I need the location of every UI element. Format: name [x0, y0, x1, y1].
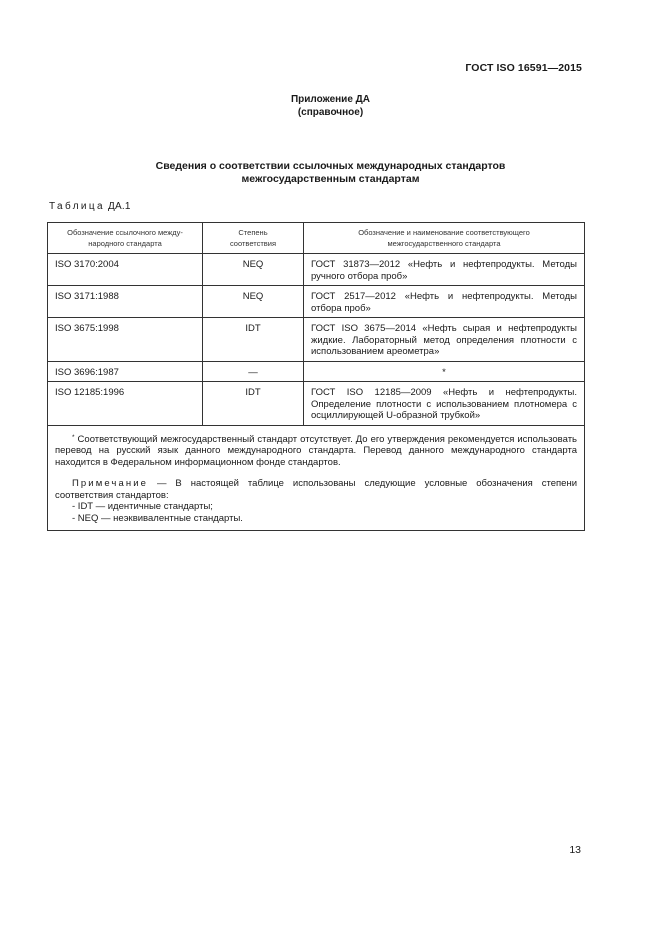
- cell-standard: ГОСТ 31873—2012 «Нефть и нефтепродукты. Методы ручного отбора проб»: [304, 254, 585, 286]
- cell-standard: ГОСТ 2517—2012 «Нефть и нефтепродукты. Методы отбора проб»: [304, 286, 585, 318]
- table-row: [48, 382, 585, 426]
- table-notes-row: [48, 425, 585, 531]
- table-row: [48, 254, 585, 286]
- table-footnote: [55, 432, 577, 469]
- cell-degree: —: [203, 361, 304, 382]
- cell-ref: ISO 3675:1998: [48, 318, 203, 362]
- table-note: [55, 478, 577, 501]
- table-row: [48, 318, 585, 362]
- footnote-mark: *: [72, 433, 75, 441]
- correspondence-table: [47, 222, 585, 531]
- cell-degree: IDT: [203, 382, 304, 426]
- note-list: [55, 501, 577, 524]
- cell-standard: ГОСТ ISO 12185—2009 «Нефть и нефтепродукты. Определение плотности с использованием плотномера с осциллирующей U-образной трубкой»: [304, 382, 585, 426]
- table-row: [48, 286, 585, 318]
- cell-degree: IDT: [203, 318, 304, 362]
- header-ref-standard: [48, 223, 203, 254]
- cell-standard: *: [304, 361, 585, 382]
- section-title-line-2: межгосударственным стандартам: [241, 173, 420, 185]
- note-text: — В настоящей таблице использованы следующие условные обозначения степени соответствия стандартов:: [55, 478, 577, 501]
- annex-subtitle: (справочное): [297, 107, 364, 118]
- list-item: - NEQ — неэквивалентные стандарты.: [72, 512, 243, 524]
- table-caption: [49, 201, 131, 212]
- document-code: ГОСТ ISO 16591—2015: [465, 62, 582, 74]
- cell-ref: ISO 3696:1987: [48, 361, 203, 382]
- note-label: Примечание: [72, 478, 148, 489]
- annex-title: Приложение ДА: [290, 94, 371, 105]
- header-interstate-standard-text: Обозначение и наименование соответствующего межгосударственного стандарта: [358, 228, 530, 248]
- section-title: [0, 160, 661, 186]
- annex-heading: [0, 93, 661, 119]
- table-notes-cell: [48, 425, 585, 531]
- header-ref-standard-text: Обозначение ссылочного между- народного стандарта: [67, 228, 183, 248]
- cell-standard: ГОСТ ISO 3675—2014 «Нефть сырая и нефтепродукты жидкие. Лабораторный метод определения плотности с использованием ареометра»: [304, 318, 585, 362]
- cell-degree: NEQ: [203, 286, 304, 318]
- cell-ref: ISO 3170:2004: [48, 254, 203, 286]
- header-degree: [203, 223, 304, 254]
- section-title-line-1: Сведения о соответствии ссылочных международных стандартов: [155, 160, 506, 172]
- page-number: 13: [569, 844, 581, 856]
- cell-ref: ISO 12185:1996: [48, 382, 203, 426]
- table-row: [48, 361, 585, 382]
- cell-degree: NEQ: [203, 254, 304, 286]
- table-caption-label: Таблица: [49, 201, 106, 212]
- footnote-text: Соответствующий межгосударственный стандарт отсутствует. До его утверждения рекомендуется использовать перевод на русский язык данного международного стандарта. Перевод данного международного стандарта находится в Федеральном информационном фонде стандартов.: [55, 433, 577, 468]
- header-interstate-standard: [304, 223, 585, 254]
- table-header-row: [48, 223, 585, 254]
- list-item: - IDT — идентичные стандарты;: [72, 501, 213, 512]
- header-degree-text: Степень соответствия: [229, 228, 277, 248]
- table-caption-number: ДА.1: [108, 201, 131, 212]
- cell-ref: ISO 3171:1988: [48, 286, 203, 318]
